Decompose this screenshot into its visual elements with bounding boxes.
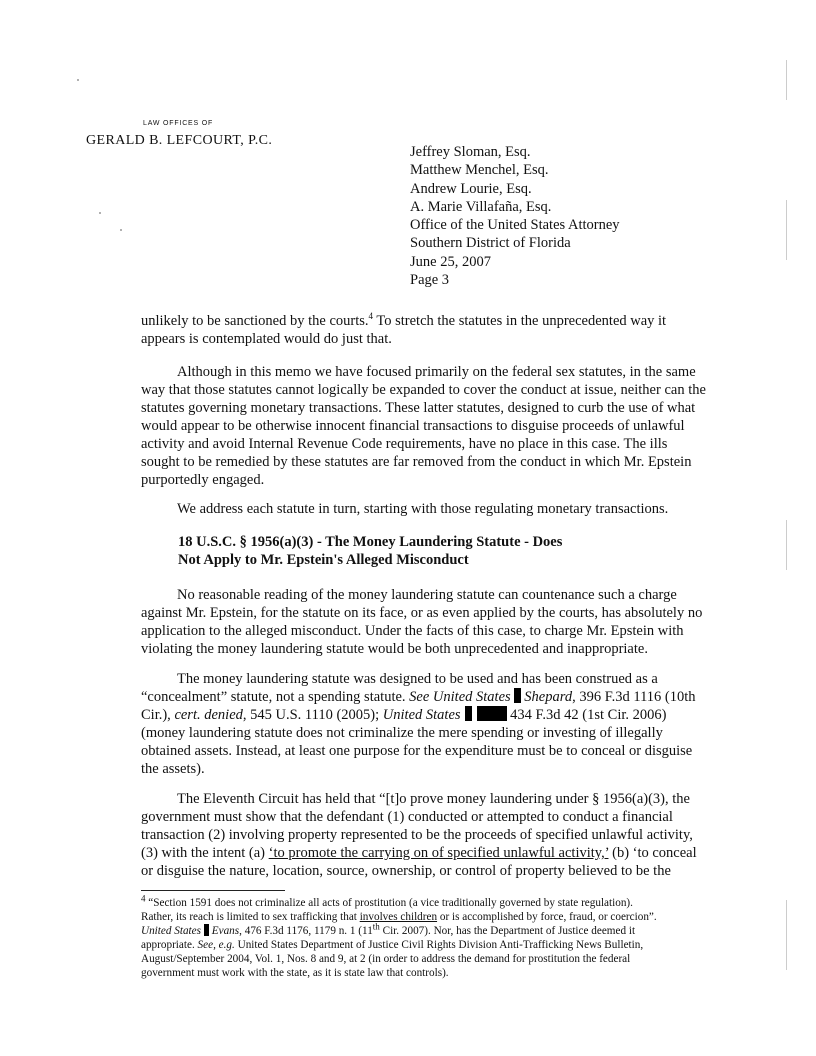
redaction-bar [477, 706, 507, 721]
scan-speck [77, 79, 79, 81]
footnote-text: appropriate. [141, 939, 198, 951]
scan-edge [782, 0, 816, 1056]
scan-speck [99, 212, 101, 214]
p4-text: No reasonable reading of the money laundering statute can countenance such a charge [177, 587, 677, 603]
p6-text: transaction (2) involving property represented to be the proceeds of specified unlawful activity, [141, 827, 693, 843]
p6-text: (b) ‘to conceal [608, 845, 697, 861]
case-citation: United States [382, 707, 461, 723]
heading-line: 18 U.S.C. § 1956(a)(3) - The Money Laundering Statute - Does [178, 534, 563, 550]
footnote-text: th [372, 921, 380, 932]
p2-text: Although in this memo we have focused primarily on the federal sex statutes, in the same [177, 364, 696, 380]
p5-text: The money laundering statute was designed to be used and has been construed as a [177, 671, 658, 687]
p1-text: unlikely to be sanctioned by the courts. [141, 313, 369, 329]
addressee-line: Andrew Lourie, Esq. [410, 180, 532, 197]
page-number: Page 3 [410, 272, 450, 289]
case-citation: See, e.g. [197, 939, 235, 951]
footnote-text: , 476 F.3d 1176, 1179 n. 1 (11 [239, 925, 373, 937]
p2-text: purportedly engaged. [141, 472, 265, 488]
p5-text: obtained assets. Instead, at least one purpose for the expenditure must be to conceal or disguise [141, 743, 693, 759]
redaction-bar [514, 688, 521, 703]
paragraph-continuation [141, 311, 667, 348]
addressee-block [410, 143, 620, 289]
paragraph-no-reasonable-reading [141, 586, 703, 658]
p5-text: , 545 U.S. 1110 (2005); [242, 707, 383, 723]
footnote-text: or is accomplished by force, fraud, or coercion”. [437, 911, 657, 923]
law-offices-label: LAW OFFICES OF [143, 120, 214, 127]
p4-text: against Mr. Epstein, for the statute on its face, or as even applied by the courts, has absolutely no [141, 605, 703, 621]
p2-text: activity and avoid Internal Revenue Code requirements, have no place in this case. The ills [141, 436, 668, 452]
heading-line: Not Apply to Mr. Epstein's Alleged Misconduct [178, 552, 469, 568]
addressee-line: Office of the United States Attorney [410, 217, 620, 234]
addressee-line: Jeffrey Sloman, Esq. [410, 144, 531, 160]
paragraph-monetary-statutes [141, 363, 706, 489]
p5-text: 434 F.3d 42 (1st Cir. 2006) [506, 707, 667, 723]
footnote-number: 4 [141, 893, 146, 904]
case-citation: See United States [409, 689, 511, 705]
footnote-text: government must work with the state, as it is state law that controls). [141, 967, 449, 979]
p5-text: “concealment” statute, not a spending statute. [141, 689, 410, 705]
p5-text: Cir.), [141, 707, 175, 723]
section-heading [178, 533, 562, 569]
addressee-line: A. Marie Villafaña, Esq. [410, 198, 552, 215]
p4-text: application to the alleged misconduct. Under the facts of this case, to charge Mr. Epstein with [141, 623, 684, 639]
p2-text: statutes governing monetary transactions. These latter statutes, designed to curb the use of what [141, 400, 696, 416]
footnote-text: “Section 1591 does not criminalize all acts of prostitution (a vice traditionally governed by state regulation). [145, 897, 633, 909]
footnote-text: United States Department of Justice Civil Rights Division Anti-Trafficking News Bulletin, [234, 939, 644, 951]
p6-text: government must show that the defendant (1) conducted or attempted to conduct a financial [141, 809, 673, 825]
case-citation: United States [141, 925, 201, 937]
firm-name: GERALD B. LEFCOURT, P.C. [86, 133, 273, 148]
p3-text: We address each statute in turn, starting with those regulating monetary transactions. [177, 501, 669, 517]
p5-text: (money laundering statute does not criminalize the mere spending or investing of illegally [141, 725, 663, 741]
handwritten-underline-text: involves children [359, 911, 438, 923]
case-citation: cert. denied [174, 707, 243, 723]
case-name: Shepard [524, 689, 573, 705]
footnote-text: Rather, its reach is limited to sex trafficking that [141, 911, 360, 923]
footnote-text: August/September 2004, Vol. 1, Nos. 8 and 9, at 2 (in order to address the demand for prostitution the federal [141, 953, 631, 965]
addressee-line: Southern District of Florida [410, 235, 571, 252]
footnote-reference: 4 [368, 311, 374, 322]
footnote-divider [141, 890, 285, 891]
footnote [141, 893, 661, 980]
paragraph-concealment [141, 670, 696, 778]
p6-text: or disguise the nature, location, source, ownership, or control of property believed to be the [141, 863, 671, 879]
scan-speck [120, 229, 122, 231]
redaction-bar [204, 924, 209, 936]
paragraph-address-statutes [141, 500, 669, 518]
p2-text: sought to be remedied by these statutes are far removed from the conduct in which Mr. Epstein [141, 454, 692, 470]
letter-date: June 25, 2007 [410, 253, 491, 270]
p5-text: , 396 F.3d 1116 (10th [572, 689, 696, 705]
p2-text: way that those statutes cannot logically be expanded to cover the conduct at issue, neither can the [141, 382, 706, 398]
p6-text: (3) with the intent (a) [141, 845, 269, 861]
p1-text: To stretch the statutes in the unprecedented way it [373, 313, 667, 329]
p6-text: The Eleventh Circuit has held that “[t]o prove money laundering under § 1956(a)(3), the [177, 791, 690, 807]
handwritten-underline-text: ‘to promote the carrying on of specified unlawful activity,’ [268, 845, 609, 861]
addressee-line: Matthew Menchel, Esq. [410, 162, 549, 179]
p1-text: appears is contemplated would do just that. [141, 331, 392, 347]
footnote-text: Cir. 2007). Nor, has the Department of Justice deemed it [379, 925, 636, 937]
p2-text: would appear to be otherwise innocent financial transactions to disguise proceeds of unlawful [141, 418, 685, 434]
p4-text: violating the money laundering statute would be both unprecedented and inappropriate. [141, 641, 648, 657]
redaction-bar [465, 706, 472, 721]
case-name: Evans [211, 925, 240, 937]
paragraph-eleventh-circuit [141, 790, 697, 880]
p5-text: the assets). [141, 761, 205, 777]
